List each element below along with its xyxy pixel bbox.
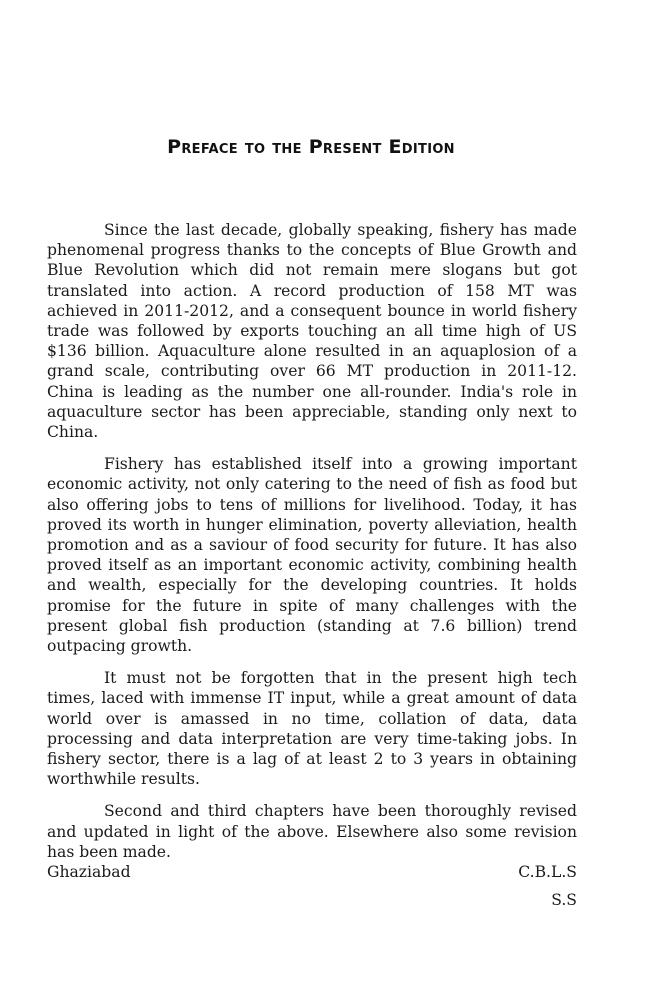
- paragraph-3: It must not be forgotten that in the present high tech times, laced with immense IT input, while a great amount of data world over is amassed in no time, collation of data, data processing and data interpretation are very time-taking jobs. In fishery sector, there is a lag of at least 2 to 3 years in obtaining worthwhile results.: [47, 669, 577, 789]
- signature-row: [47, 862, 577, 882]
- author-initials-2: S.S: [551, 891, 577, 909]
- paragraph-2: Fishery has established itself into a growing important economic activity, not only catering to the need of fish as food but also offering jobs to tens of millions for livelihood. Today, it has proved its worth in hunger elimination, poverty alleviation, health promotion and as a saviour of food security for future. It has also proved itself as an important economic activity, combining health and wealth, especially for the developing countries. It holds promise for the future in spite of many challenges with the present global fish production (standing at 7.6 billion) trend outpacing growth.: [47, 455, 577, 656]
- preface-body: [47, 220, 577, 874]
- paragraph-4: Second and third chapters have been thoroughly revised and updated in light of the above. Elsewhere also some revision has been made.: [47, 802, 577, 861]
- signature-row-2: [47, 890, 577, 910]
- author-initials-1: C.B.L.S: [518, 863, 577, 881]
- page-title: Preface to the Present Edition: [167, 136, 455, 158]
- paragraph-1: Since the last decade, globally speaking, fishery has made phenomenal progress thanks to the concepts of Blue Growth and Blue Revolution which did not remain mere slogans but got translated into action. A record production of 158 MT was achieved in 2011-2012, and a consequent bounce in world fishery trade was followed by exports touching an all time high of US $136 billion. Aquaculture alone resulted in an aquaplosion of a grand scale, contributing over 66 MT production in 2011-12. China is leading as the number one all-rounder. India's role in aquaculture sector has been appreciable, standing only next to China.: [47, 221, 577, 442]
- place-name: Ghaziabad: [47, 863, 131, 881]
